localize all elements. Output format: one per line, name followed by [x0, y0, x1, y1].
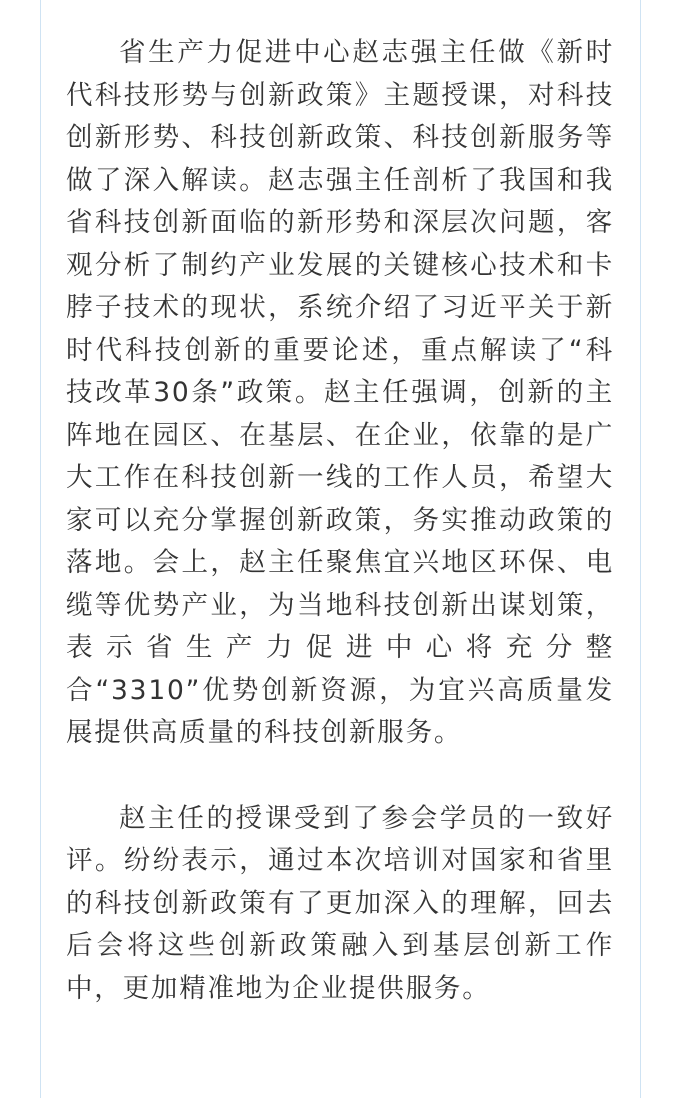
left-border-line [40, 0, 41, 1098]
article-body [66, 32, 614, 1010]
right-border-line [640, 0, 641, 1098]
article-paragraph-2: 赵主任的授课受到了参会学员的一致好评。纷纷表示，通过本次培训对国家和省里的科技创新政策有了更加深入的理解，回去后会将这些创新政策融入到基层创新工作中，更加精准地为企业提供服务。 [66, 802, 614, 1004]
article-paragraph-1: 省生产力促进中心赵志强主任做《新时代科技形势与创新政策》主题授课，对科技创新形势、科技创新政策、科技创新服务等做了深入解读。赵志强主任剖析了我国和我省科技创新面临的新形势和深层次问题，客观分析了制约产业发展的关键核心技术和卡脖子技术的现状，系统介绍了习近平关于新时代科技创新的重要论述，重点解读了“科技改革30条”政策。赵主任强调，创新的主阵地在园区、在基层、在企业，依靠的是广大工作在科技创新一线的工作人员，希望大家可以充分掌握创新政策，务实推动政策的落地。会上，赵主任聚焦宜兴地区环保、电缆等优势产业，为当地科技创新出谋划策，表示省生产力促进中心将充分整合“3310”优势创新资源，为宜兴高质量发展提供高质量的科技创新服务。 [66, 37, 614, 748]
